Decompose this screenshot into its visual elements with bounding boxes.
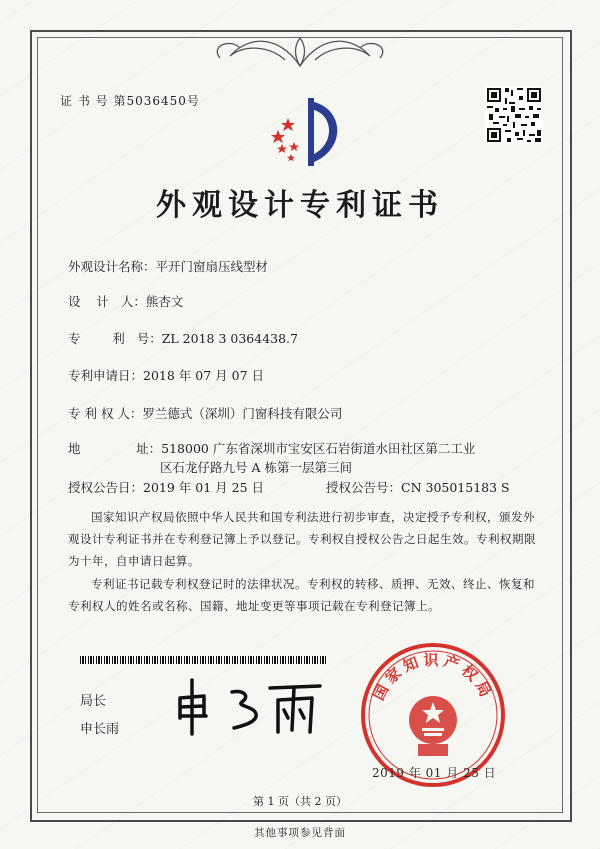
certificate-number [60, 92, 200, 109]
certificate-title: 外观设计专利证书 [156, 188, 444, 223]
field-value: 2019 年 01 月 25 日 [143, 480, 265, 495]
director-title: 局长 [80, 694, 107, 709]
field-address [68, 439, 475, 457]
field-label: 设 计 人： [68, 294, 146, 309]
field-patentee [68, 404, 342, 422]
field-value: 区石龙仔路九号 A 栋第一层第三间 [160, 460, 352, 475]
field-label: 专 利 号： [68, 331, 162, 346]
certificate-number-label: 证 书 号 [60, 94, 109, 108]
field-value: 罗兰德式（深圳）门窗科技有限公司 [142, 406, 343, 421]
field-patent-number [68, 329, 298, 347]
field-label: 地 址： [68, 441, 162, 456]
ornament-icon [200, 26, 400, 72]
seal-date: 2019 年 01 月 25 日 [372, 766, 497, 780]
field-value: 2018 年 07 月 07 日 [143, 368, 265, 383]
field-grant-date [68, 478, 264, 496]
barcode [80, 656, 326, 664]
field-value: 熊杏文 [145, 294, 184, 309]
field-address-line2 [160, 458, 352, 476]
field-grant-number [326, 478, 510, 496]
field-design-name [68, 257, 268, 275]
field-label: 授权公告日： [68, 480, 144, 495]
signature [170, 670, 330, 740]
field-value: 518000 广东省深圳市宝安区石岩街道水田社区第二工业 [161, 441, 476, 456]
director-name: 申长雨 [80, 722, 120, 737]
field-label: 专 利 权 人： [68, 406, 143, 421]
field-value: CN 305015183 S [401, 480, 510, 495]
svg-text:国家知识产权局: 国家知识产权局 [369, 651, 497, 704]
body-paragraph: 国家知识产权局依照中华人民共和国专利法进行初步审查，决定授予专利权，颁发外观设计专利证书并在专利登记簿上予以登记。专利权自授权公告之日起生效。专利权期限为十年，自申请日起算。 [68, 510, 536, 568]
field-application-date [68, 366, 264, 384]
page-number: 第 1 页（共 2 页） [253, 795, 347, 808]
body-paragraph: 专利证书记载专利权登记时的法律状况。专利权的转移、质押、无效、终止、恢复和专利权人的姓名或名称、国籍、地址变更等事项记载在专利登记簿上。 [68, 577, 535, 613]
field-designer [68, 292, 183, 310]
field-value: 平开门窗扇压线型材 [155, 259, 269, 274]
cnipa-logo-icon [258, 92, 354, 172]
field-label: 外观设计名称： [68, 259, 156, 274]
footer-note: 其他事项参见背面 [254, 827, 346, 839]
field-label: 授权公告号： [326, 480, 402, 495]
certificate-number-value: 第5036450号 [113, 94, 200, 108]
field-value: ZL 2018 3 0364438.7 [161, 331, 298, 346]
field-label: 专利申请日： [68, 368, 144, 383]
qr-code-icon [485, 86, 543, 144]
